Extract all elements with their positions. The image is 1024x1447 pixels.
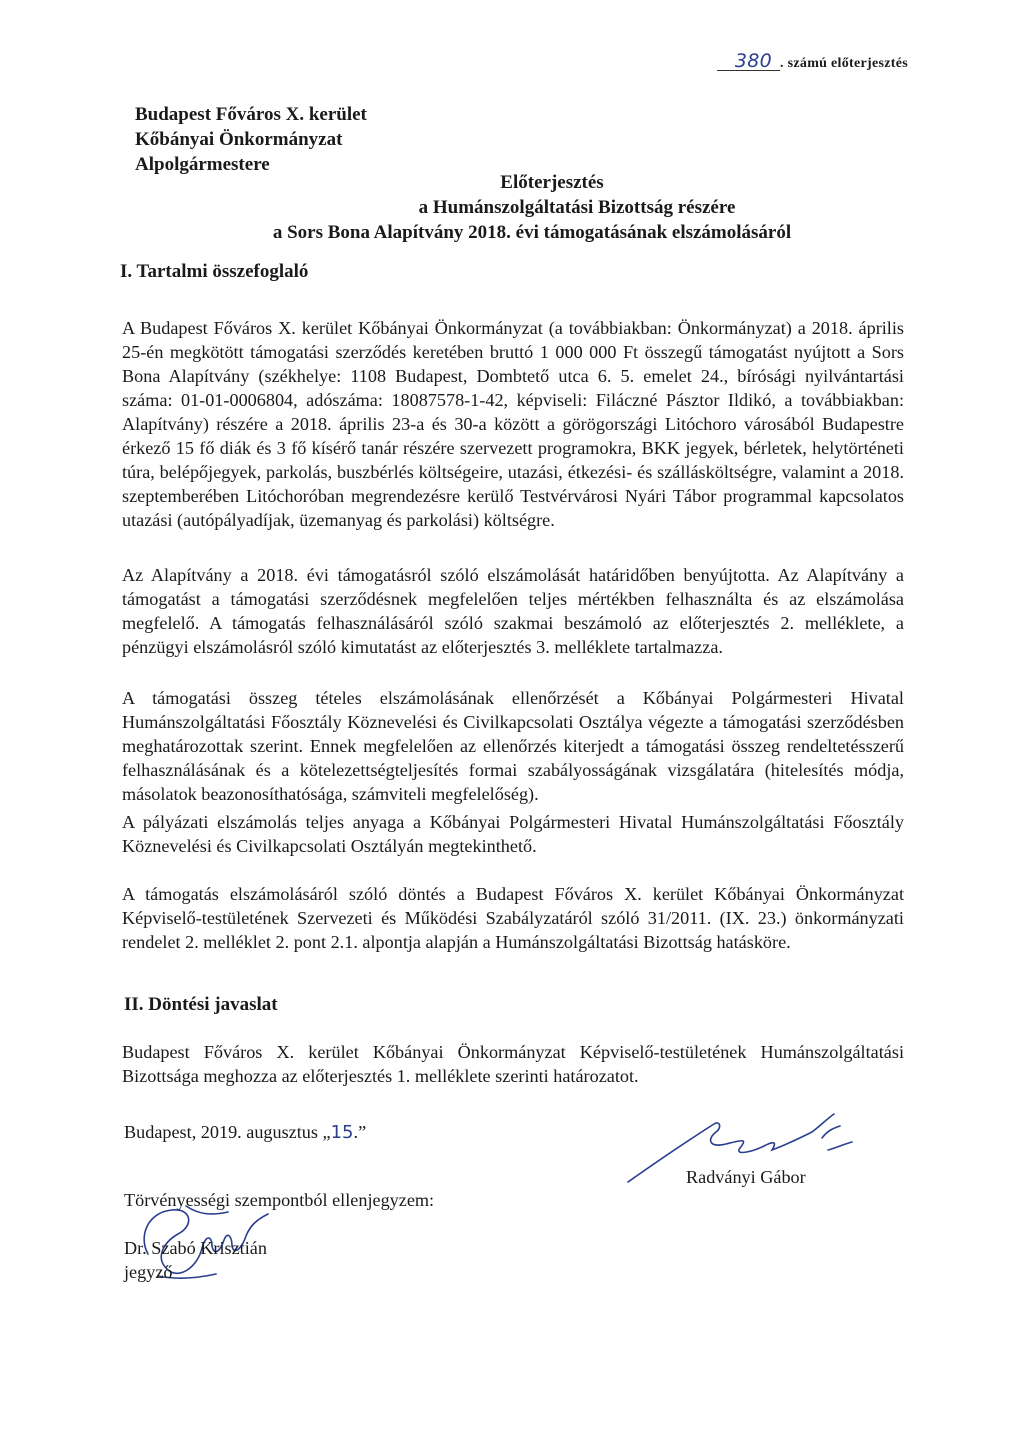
section-heading-summary: I. Tartalmi összefoglaló: [120, 261, 309, 282]
place-date: [124, 1122, 366, 1143]
reference-number: [717, 52, 908, 72]
title-line-2: a Humánszolgáltatási Bizottság részére: [418, 197, 736, 218]
paragraph-5: A támogatás elszámolásáról szóló döntés a Budapest Főváros X. kerület Kőbányai Önkormányzat Képviselő-testületének Szervezeti és Működési Szabályzatáról szóló 31/2011. (IX. 23.) önkormányzati rendelet 2. melléklet 2. pont 2.1. alpontja alapján a Humánszolgáltatási Bizottság hatásköre.: [122, 884, 904, 952]
document-title: [0, 170, 1024, 245]
notary-name: Dr. Szabó Krisztián: [124, 1238, 267, 1258]
title-line-1: Előterjesztés: [500, 172, 604, 193]
handwritten-day: 15: [330, 1122, 354, 1143]
issuer-line-3: Alpolgármestere: [135, 154, 270, 175]
ref-suffix: . számú előterjesztés: [780, 56, 908, 71]
decision-paragraph: Budapest Főváros X. kerület Kőbányai Önkormányzat Képviselő-testületének Humánszolgáltatási Bizottsága meghozza az előterjesztés 1. melléklete szerinti határozatot.: [122, 1042, 904, 1086]
notary-role: jegyző: [124, 1262, 173, 1282]
title-line-3: a Sors Bona Alapítvány 2018. évi támogatásának elszámolásáról: [272, 222, 792, 243]
paragraph-1: A Budapest Főváros X. kerület Kőbányai Önkormányzat (a továbbiakban: Önkormányzat) a 2018. április 25-én megkötött támogatási szerződés keretében bruttó 1 000 000 Ft összegű támogatást nyújtott a Sors Bona Alapítvány (székhelye: 1108 Budapest, Dombtető utca 6. 5. emelet 24., bírósági nyilvántartási száma: 01-01-0006804, adószáma: 18087578-1-42, képviseli: Filáczné Pásztor Ildikó, a továbbiakban: Alapítvány) részére a 2018. április 23-a és 30-a között a görögországi Litóchoro városából Budapestre érkező 15 fő diák és 3 fő kísérő tanár részére szervezett programokra, BKK jegyek, bérletek, helytörténeti túra, belépőjegyek, parkolás, buszbérlés költségeire, utazási, étkezési- és szállásköltségre, valamint a 2018. szeptemberében Litóchoróban megrendezésre kerülő Testvérvárosi Nyári Tábor programmal kapcsolatos utazási (autópályadíjak, üzemanyag és parkolási) költségre.: [122, 318, 904, 530]
legal-countersign-text: Törvényességi szempontból ellenjegyzem:: [124, 1190, 435, 1210]
section-heading-decision: II. Döntési javaslat: [124, 994, 278, 1015]
issuer-block: [135, 102, 367, 177]
place-date-text: Budapest, 2019. augusztus „: [124, 1122, 331, 1142]
paragraph-4: A pályázati elszámolás teljes anyaga a Kőbányai Polgármesteri Hivatal Humánszolgáltatási Főosztály Köznevelési és Civilkapcsolati Osztályán megtekinthető.: [122, 812, 904, 856]
paragraph-2: Az Alapítvány a 2018. évi támogatásról szóló elszámolását határidőben benyújtotta. Az Alapítvány a támogatást a támogatási szerződésnek megfelelően teljes mértékben felhasználta és az elszámolása megfelelő. A támogatás felhasználásáról szóló szakmai beszámoló az előterjesztés 2. melléklete, a pénzügyi elszámolásról szóló kimutatást az előterjesztés 3. melléklete tartalmazza.: [122, 565, 904, 657]
signer-name: Radványi Gábor: [686, 1167, 806, 1187]
place-date-close: .”: [353, 1122, 367, 1142]
handwritten-ref-number: 380: [717, 52, 780, 71]
paragraph-3: A támogatási összeg tételes elszámolásának ellenőrzését a Kőbányai Polgármesteri Hivatal Humánszolgáltatási Főosztály Köznevelési és Civilkapcsolati Osztálya végezte a támogatási szerződésben meghatározottak szerint. Ennek megfelelően az ellenőrzés kiterjedt a támogatási összeg rendeltetésszerű felhasználásának és a kötelezettségteljesítés formai szabályosságának vizsgálatára (hitelesítés módja, másolatok beazonosíthatósága, számviteli megfelelőség).: [122, 688, 904, 804]
issuer-line-1: Budapest Főváros X. kerület: [135, 104, 367, 125]
issuer-line-2: Kőbányai Önkormányzat: [135, 129, 343, 150]
